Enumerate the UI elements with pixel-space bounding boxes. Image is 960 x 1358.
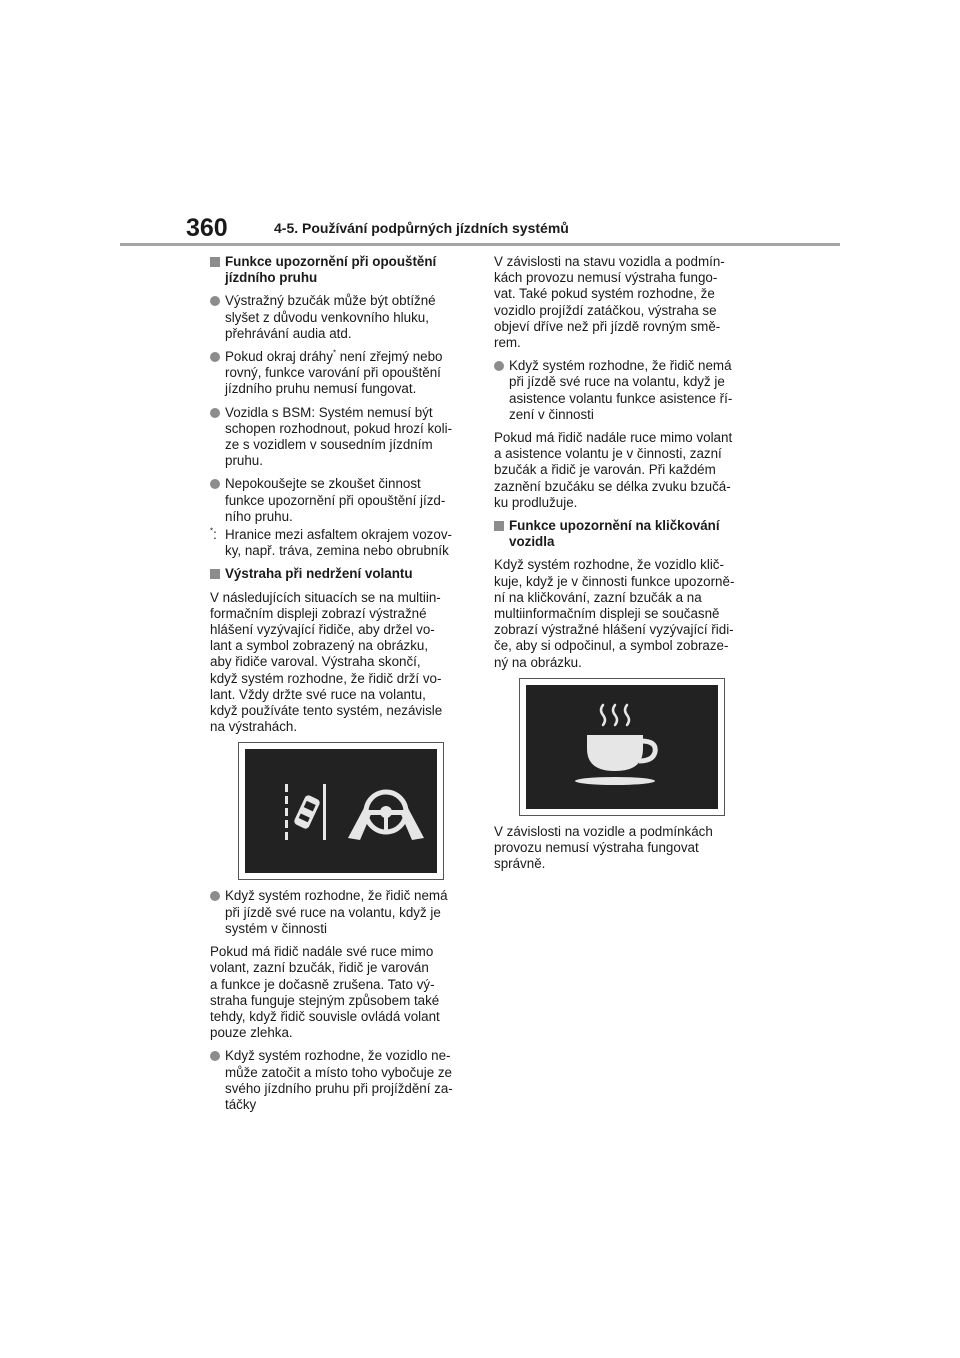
- round-bullet-icon: [210, 408, 220, 418]
- hands-off-figure: [238, 742, 444, 880]
- sway-heading: Funkce upozornění na kličkování vozidla: [494, 518, 754, 550]
- display-screen: [526, 685, 718, 809]
- sway-note-paragraph: V závislosti na vozidle a podmínkách provozu nemusí výstraha fungovat správně.: [494, 823, 713, 872]
- round-bullet-icon: [494, 361, 504, 371]
- lda-heading: Funkce upozornění při opouštění jízdního pruhu: [210, 254, 470, 286]
- bullet-no-hands: Když systém rozhodne, že řidič nemá při jízdě své ruce na volantu, když je systém v činnosti: [210, 888, 470, 937]
- section-title: 4-5. Používání podpůrných jízdních systémů: [274, 220, 569, 236]
- footnote: *: Hranice mezi asfaltem okrajem vozov- ky, např. tráva, zemina nebo obrubník: [210, 526, 452, 559]
- hands-continue-paragraph: Pokud má řidič nadále své ruce mimo volant, zazní bzučák, řidič je varován a funkce je dočasně zrušena. Tato vý- straha funguje stejným způsobem také tehdy, když řidič souvisle ovládá volant pouze zlehka.: [210, 944, 440, 1041]
- square-bullet-icon: [210, 569, 220, 579]
- sway-paragraph: Když systém rozhodne, že vozidlo klič- kuje, když je v činnosti funkce upozorně- ní na kličkování, zazní bzučák a na multiinformačním displeji se současně zobrazí výstražné hlášení vyzývající řidi- če, aby si odpočinul, a symbol zobraze- ný na obrázku.: [494, 557, 735, 670]
- buzzer-paragraph: Pokud má řidič nadále ruce mimo volant a asistence volantu je v činnosti, zazní bzučák a řidič je varován. Při každém zaznění bzučáku se délka zvuku bzučá- ku prodlužuje.: [494, 430, 733, 510]
- bullet-do-not-test: Nepokoušejte se zkoušet činnost funkce upozornění při opouštění jízd- ního pruhu.: [210, 476, 470, 525]
- conditions-paragraph: V závislosti na stavu vozidla a podmín- kách provozu nemusí výstraha fungo- vat. Také pokud systém rozhodne, že vozidlo projíždí zatáčkou, výstraha se objeví dříve než při jízdě rovným smě- rem.: [494, 254, 725, 351]
- square-bullet-icon: [494, 521, 504, 531]
- coffee-cup-figure: [519, 678, 725, 816]
- coffee-cup-icon: [567, 697, 677, 797]
- header-rule: [120, 243, 840, 246]
- hands-warning-heading: Výstraha při nedržení volantu: [210, 566, 470, 582]
- round-bullet-icon: [210, 479, 220, 489]
- round-bullet-icon: [210, 891, 220, 901]
- round-bullet-icon: [210, 1051, 220, 1061]
- right-column: [494, 254, 754, 879]
- bullet-road-edge: Pokud okraj dráhy* není zřejmý nebo rovný, funkce varování při opouštění jízdního pruhu nemusí fungovat.: [210, 349, 470, 398]
- page-number: 360: [186, 214, 228, 242]
- bullet-steering-assist: Když systém rozhodne, že řidič nemá při jízdě své ruce na volantu, když je asistence volantu funkce asistence ří- zení v činnosti: [494, 358, 754, 423]
- square-bullet-icon: [210, 257, 220, 267]
- round-bullet-icon: [210, 296, 220, 306]
- bullet-buzzer: Výstražný bzučák může být obtížné slyšet z důvodu venkovního hluku, přehrávání audia atd.: [210, 293, 470, 342]
- bullet-cannot-turn: Když systém rozhodne, že vozidlo ne- může zatočit a místo toho vybočuje ze svého jízdního pruhu při projíždění za- táčky: [210, 1048, 470, 1113]
- left-column: [210, 254, 470, 1120]
- hands-warning-paragraph: V následujících situacích se na multiin- formačním displeji zobrazí výstražné hlášení vyzývající řidiče, aby držel vo- lant a symbol zobrazený na obrázku, aby řidiče varoval. Výstraha skončí, když systém rozhodne, že řidič drží vo- lant. Vždy držte své ruce na volantu, když používáte tento systém, nezávisle na výstrahách.: [210, 589, 443, 735]
- display-screen: [245, 749, 437, 873]
- hands-off-steering-icon: [251, 766, 431, 856]
- bullet-bsm: Vozidla s BSM: Systém nemusí být schopen rozhodnout, pokud hrozí koli- ze s vozidlem v sousedním jízdním pruhu.: [210, 405, 470, 470]
- round-bullet-icon: [210, 352, 220, 362]
